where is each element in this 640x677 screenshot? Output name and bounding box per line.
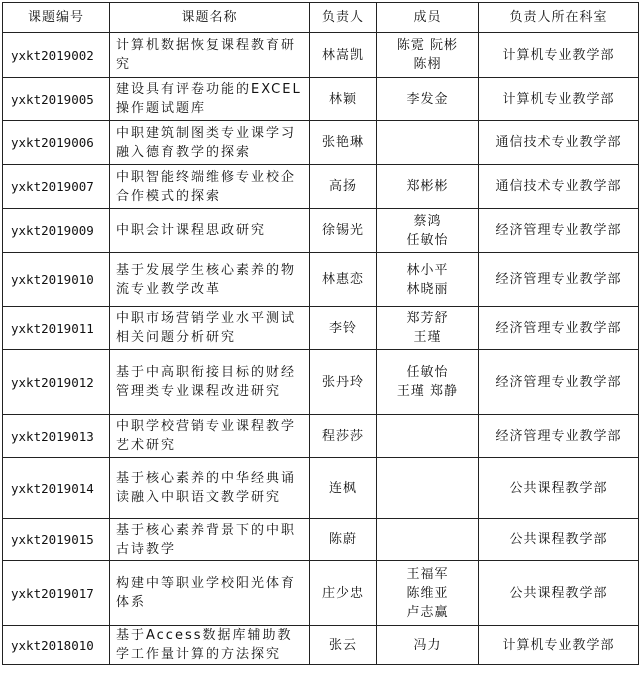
- project-lead: 林嵩凯: [310, 33, 377, 78]
- member-line: 王瑾 郑静: [396, 384, 459, 399]
- project-code: yxkt2019011: [3, 307, 110, 350]
- project-members: [377, 307, 479, 350]
- member-line: 李发金: [406, 91, 449, 107]
- project-dept: 计算机专业教学部: [479, 626, 639, 665]
- project-dept: 通信技术专业教学部: [479, 121, 639, 165]
- project-members: [377, 415, 479, 458]
- project-lead: 连枫: [310, 458, 377, 519]
- table-row: [3, 33, 639, 78]
- header-name: 课题名称: [110, 3, 310, 33]
- project-name: 计算机数据恢复课程教育研究: [110, 33, 310, 78]
- project-dept: 公共课程教学部: [479, 519, 639, 561]
- project-dept: 经济管理专业教学部: [479, 209, 639, 253]
- project-name: 基于核心素养背景下的中职古诗教学: [110, 519, 310, 561]
- table-row: [3, 458, 639, 519]
- project-code: yxkt2018010: [3, 626, 110, 665]
- project-members: [377, 458, 479, 519]
- table-row: [3, 253, 639, 307]
- project-lead: 林颖: [310, 78, 377, 121]
- table-row: [3, 78, 639, 121]
- project-name: 建设具有评卷功能的EXCEL操作题试题库: [110, 78, 310, 121]
- project-name: 中职建筑制图类专业课学习融入德育教学的探索: [110, 121, 310, 165]
- project-dept: 通信技术专业教学部: [479, 165, 639, 209]
- project-name: 构建中等职业学校阳光体育体系: [110, 561, 310, 626]
- header-code: 课题编号: [3, 3, 110, 33]
- member-line: 林小平: [406, 262, 449, 278]
- project-name: 基于中高职衔接目标的财经管理类专业课程改进研究: [110, 350, 310, 415]
- member-line: 冯力: [413, 637, 442, 653]
- project-dept: 公共课程教学部: [479, 561, 639, 626]
- project-name: 中职学校营销专业课程教学艺术研究: [110, 415, 310, 458]
- project-code: yxkt2019015: [3, 519, 110, 561]
- project-code: yxkt2019012: [3, 350, 110, 415]
- project-members: [377, 519, 479, 561]
- header-dept: 负责人所在科室: [479, 3, 639, 33]
- project-members: [377, 33, 479, 78]
- table-row: [3, 561, 639, 626]
- member-line: 任敏怡: [406, 365, 449, 380]
- project-members: [377, 350, 479, 415]
- project-code: yxkt2019002: [3, 33, 110, 78]
- project-name: 中职智能终端维修专业校企合作模式的探索: [110, 165, 310, 209]
- project-dept: 经济管理专业教学部: [479, 350, 639, 415]
- member-line: 蔡鸿: [413, 213, 442, 229]
- project-dept: 经济管理专业教学部: [479, 307, 639, 350]
- table-row: [3, 626, 639, 665]
- project-members: [377, 121, 479, 165]
- project-code: yxkt2019009: [3, 209, 110, 253]
- project-name: 基于核心素养的中华经典诵读融入中职语文教学研究: [110, 458, 310, 519]
- project-lead: 程莎莎: [310, 415, 377, 458]
- project-code: yxkt2019014: [3, 458, 110, 519]
- member-line: 陈维亚: [406, 585, 449, 601]
- member-line: 郑芳舒: [406, 311, 449, 326]
- project-members: [377, 209, 479, 253]
- table-row: [3, 519, 639, 561]
- project-name: 中职会计课程思政研究: [110, 209, 310, 253]
- project-lead: 徐锡光: [310, 209, 377, 253]
- table-row: [3, 350, 639, 415]
- project-dept: 计算机专业教学部: [479, 33, 639, 78]
- project-members: [377, 561, 479, 626]
- table-row: [3, 165, 639, 209]
- project-lead: 张艳琳: [310, 121, 377, 165]
- project-code: yxkt2019007: [3, 165, 110, 209]
- project-code: yxkt2019005: [3, 78, 110, 121]
- member-line: 陈霓 阮彬: [396, 38, 459, 53]
- member-line: 陈栩: [413, 57, 442, 72]
- project-code: yxkt2019013: [3, 415, 110, 458]
- project-dept: 公共课程教学部: [479, 458, 639, 519]
- header-lead: 负责人: [310, 3, 377, 33]
- project-lead: 高扬: [310, 165, 377, 209]
- project-lead: 张丹玲: [310, 350, 377, 415]
- member-line: 任敏怡: [406, 232, 449, 248]
- header-members: 成员: [377, 3, 479, 33]
- project-code: yxkt2019006: [3, 121, 110, 165]
- project-code: yxkt2019017: [3, 561, 110, 626]
- table-row: [3, 121, 639, 165]
- member-line: 王福军: [406, 566, 449, 582]
- member-line: 卢志赢: [406, 604, 449, 620]
- member-line: 林晓丽: [406, 281, 449, 297]
- project-code: yxkt2019010: [3, 253, 110, 307]
- project-name: 基于发展学生核心素养的物流专业教学改革: [110, 253, 310, 307]
- project-dept: 计算机专业教学部: [479, 78, 639, 121]
- project-lead: 陈蔚: [310, 519, 377, 561]
- project-members: [377, 78, 479, 121]
- project-name: 基于Access数据库辅助教学工作量计算的方法探究: [110, 626, 310, 665]
- project-dept: 经济管理专业教学部: [479, 253, 639, 307]
- header-row: [3, 3, 639, 33]
- member-line: 王瑾: [413, 330, 442, 345]
- project-members: [377, 165, 479, 209]
- project-lead: 张云: [310, 626, 377, 665]
- project-dept: 经济管理专业教学部: [479, 415, 639, 458]
- project-lead: 林惠恋: [310, 253, 377, 307]
- project-table: [2, 2, 639, 665]
- member-line: 郑彬彬: [406, 179, 449, 194]
- table-row: [3, 307, 639, 350]
- table-row: [3, 209, 639, 253]
- project-members: [377, 626, 479, 665]
- project-lead: 李铃: [310, 307, 377, 350]
- project-members: [377, 253, 479, 307]
- table-row: [3, 415, 639, 458]
- project-lead: 庄少忠: [310, 561, 377, 626]
- project-name: 中职市场营销学业水平测试相关问题分析研究: [110, 307, 310, 350]
